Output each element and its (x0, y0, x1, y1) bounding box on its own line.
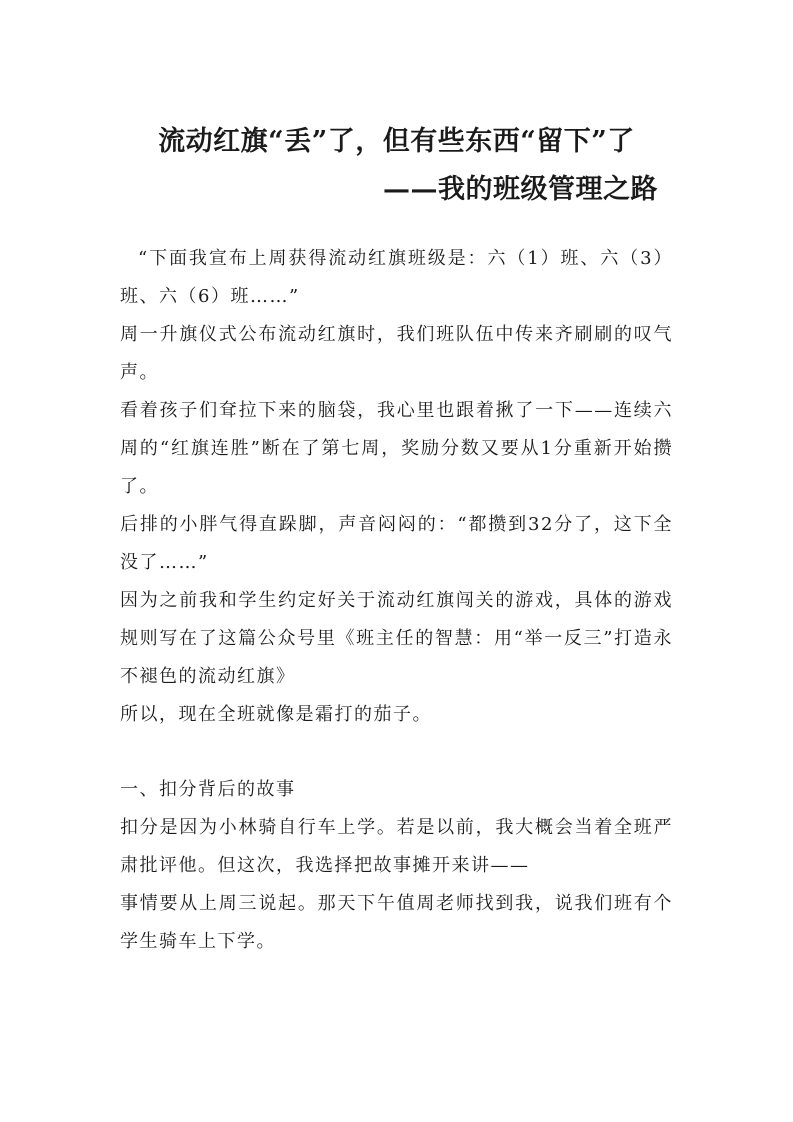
document-subtitle: ——我的班级管理之路 (383, 174, 658, 205)
section-heading: 一、扣分背后的故事 (120, 779, 296, 800)
paragraph: 扣分是因为小林骑自行车上学。若是以前，我大概会当着全班严肃批评他。但这次，我选择把故事摊开来讲—— (120, 817, 673, 876)
paragraph: 事情要从上周三说起。那天下午值周老师找到我，说我们班有个学生骑车上下学。 (120, 893, 673, 952)
paragraph: 所以，现在全班就像是霜打的茄子。 (120, 704, 432, 725)
paragraph-spacer (120, 734, 673, 771)
document-body (120, 240, 673, 961)
paragraph: 周一升旗仪式公布流动红旗时，我们班队伍中传来齐刷刷的叹气声。 (120, 324, 673, 383)
paragraph: 因为之前我和学生约定好关于流动红旗闯关的游戏，具体的游戏规则写在了这篇公众号里《班主任的智慧：用“举一反三”打造永不褪色的流动红旗》 (120, 590, 673, 687)
document-title: 流动红旗“丢”了，但有些东西“留下”了 (158, 126, 635, 157)
paragraph: 后排的小胖气得直跺脚，声音闷闷的：“都攒到32分了，这下全没了……” (120, 514, 673, 573)
paragraph: “下面我宣布上周获得流动红旗班级是：六（1）班、六（3）班、六（6）班……” (120, 248, 673, 307)
paragraph: 看着孩子们耷拉下来的脑袋，我心里也跟着揪了一下——连续六周的“红旗连胜”断在了第七周，奖励分数又要从1分重新开始攒了。 (120, 400, 673, 497)
